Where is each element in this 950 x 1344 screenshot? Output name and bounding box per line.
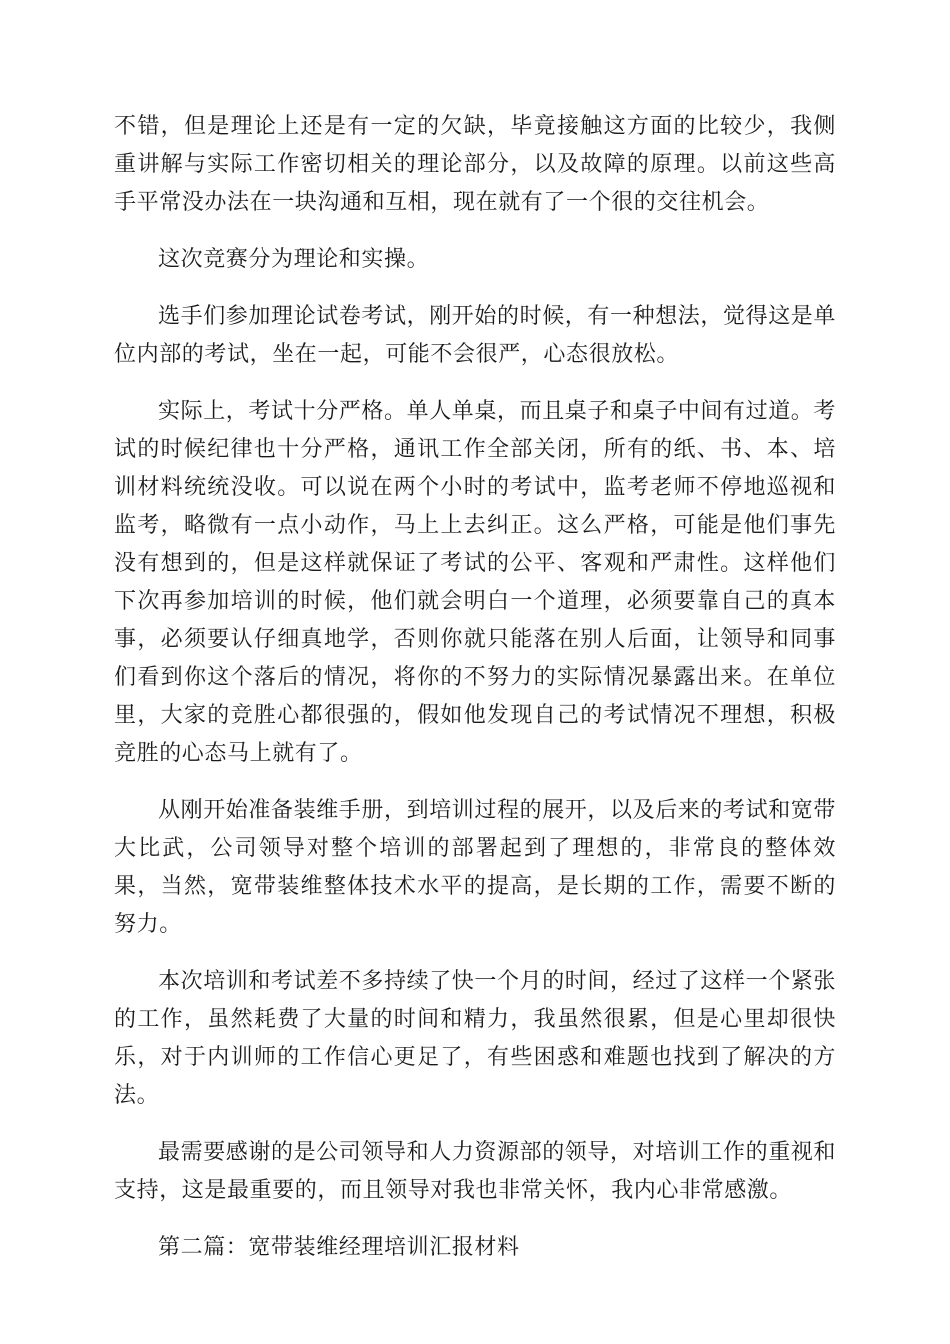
document-page	[114, 108, 836, 1286]
paragraph-thanks: 最需要感谢的是公司领导和人力资源部的领导，对培训工作的重视和支持，这是最重要的，而且领导对我也非常关怀，我内心非常感激。	[114, 1140, 837, 1203]
paragraph-strict-exam: 实际上，考试十分严格。单人单桌，而且桌子和桌子中间有过道。考试的时候纪律也十分严格，通讯工作全部关闭，所有的纸、书、本、培训材料统统没收。可以说在两个小时的考试中，监考老师不停地巡视和监考，略微有一点小动作，马上上去纠正。这么严格，可能是他们事先没有想到的，但是这样就保证了考试的公平、客观和严肃性。这样他们下次再参加培训的时候，他们就会明白一个道理，必须要靠自己的真本事，必须要认仔细真地学，否则你就只能落在别人后面，让领导和同事们看到你这个落后的情况，将你的不努力的实际情况暴露出来。在单位里，大家的竞胜心都很强的，假如他发现自己的考试情况不理想，积极竞胜的心态马上就有了。	[114, 399, 837, 766]
paragraph-competition-format: 这次竞赛分为理论和实操。	[158, 247, 430, 272]
paragraph-training-duration: 本次培训和考试差不多持续了快一个月的时间，经过了这样一个紧张的工作，虽然耗费了大量的时间和精力，我虽然很累，但是心里却很快乐，对于内训师的工作信心更足了，有些困惑和难题也找到了解决的方法。	[114, 969, 837, 1108]
paragraph-theory-exam: 选手们参加理论试卷考试，刚开始的时候，有一种想法，觉得这是单位内部的考试，坐在一起，可能不会很严，心态很放松。	[114, 304, 837, 367]
paragraph-continuation: 不错，但是理论上还是有一定的欠缺，毕竟接触这方面的比较少，我侧重讲解与实际工作密切相关的理论部分，以及故障的原理。以前这些高手平常没办法在一块沟通和互相，现在就有了一个很的交往机会。	[114, 114, 836, 215]
paragraph-overall-effect: 从刚开始准备装维手册，到培训过程的展开，以及后来的考试和宽带大比武，公司领导对整个培训的部署起到了理想的，非常良的整体效果，当然，宽带装维整体技术水平的提高，是长期的工作，需要不断的努力。	[114, 798, 837, 937]
section-heading: 第二篇：宽带装维经理培训汇报材料	[158, 1235, 520, 1260]
